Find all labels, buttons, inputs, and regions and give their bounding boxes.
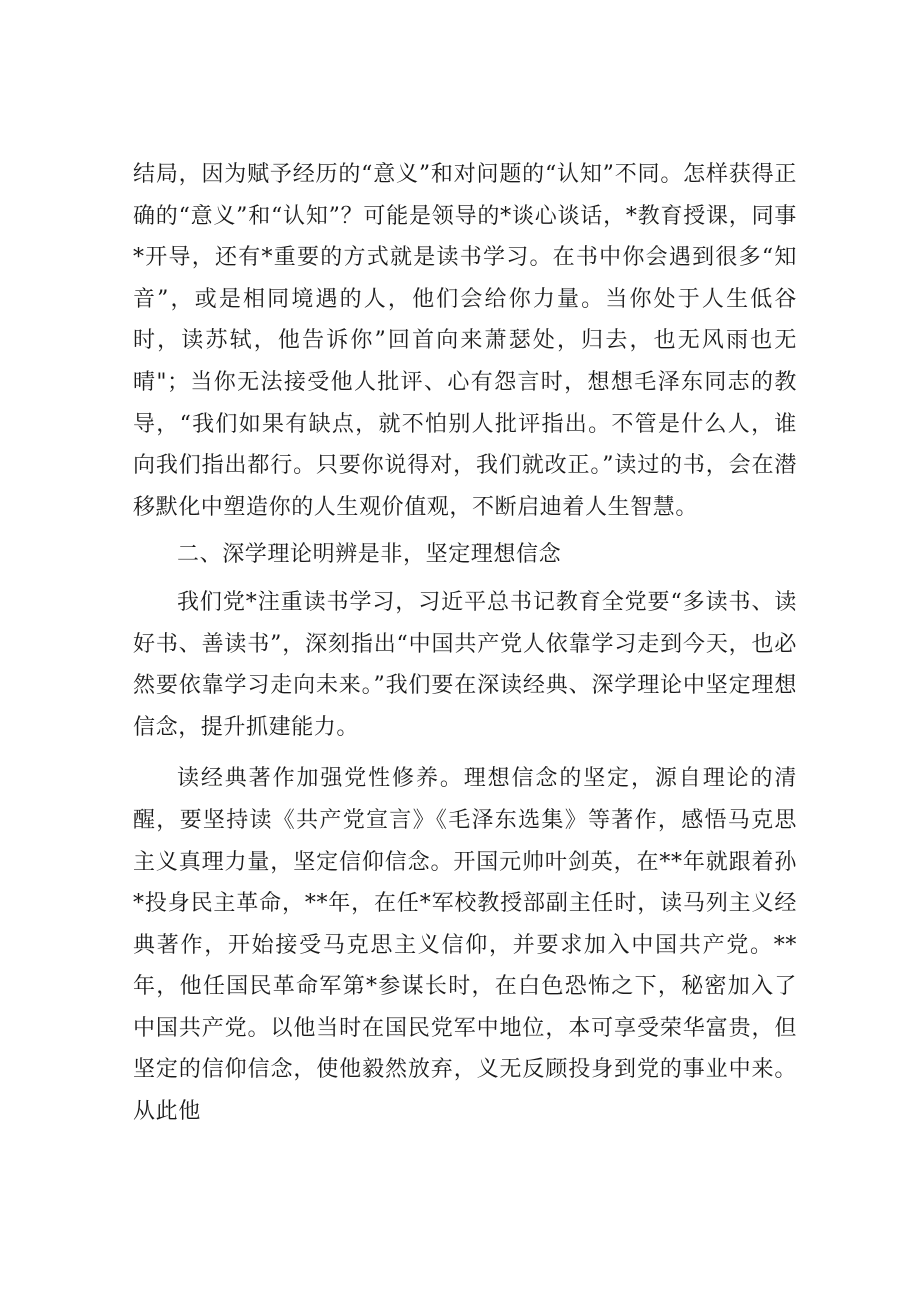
section-heading: 二、深学理论明辨是非，坚定理想信念: [177, 542, 562, 568]
paragraph-classic-works: 读经典著作加强党性修养。理想信念的坚定，源自理论的清醒，要坚持读《共产党宣言》《毛泽东选集》等著作，感悟马克思主义真理力量，坚定信仰信念。开国元帅叶剑英，在**年就跟着孙*投身民主革命，**年，在任*军校教授部副主任时，读马列主义经典著作，开始接受马克思主义信仰，并要求加入中国共产党。**年，他任国民革命军第*参谋长时，在白色恐怖之下，秘密加入了中国共产党。以他当时在国民党军中地位，本可享受荣华富贵，但坚定的信仰信念，使他毅然放弃，义无反顾投身到党的事业中来。从此他: [133, 766, 797, 1125]
document-page: [133, 154, 797, 1133]
paragraph-continuation: 结局，因为赋予经历的“意义”和对问题的“认知”不同。怎样获得正确的“意义”和“认知”？可能是领导的*谈心谈话，*教育授课，同事*开导，还有*重要的方式就是读书学习。在书中你会遇到很多“知音”，或是相同境遇的人，他们会给你力量。当你处于人生低谷时，读苏轼，他告诉你”回首向来萧瑟处，归去，也无风雨也无晴"；当你无法接受他人批评、心有怨言时，想想毛泽东同志的教导，“我们如果有缺点，就不怕别人批评指出。不管是什么人，谁向我们指出都行。只要你说得对，我们就改正。”读过的书，会在潜移默化中塑造你的人生观价值观，不断启迪着人生智慧。: [133, 162, 797, 520]
paragraph-party-study: 我们党*注重读书学习，习近平总书记教育全党要“多读书、读好书、善读书”，深刻指出“中国共产党人依靠学习走到今天，也必然要依靠学习走向未来。”我们要在深读经典、深学理论中坚定理想信念，提升抓建能力。: [133, 589, 797, 740]
